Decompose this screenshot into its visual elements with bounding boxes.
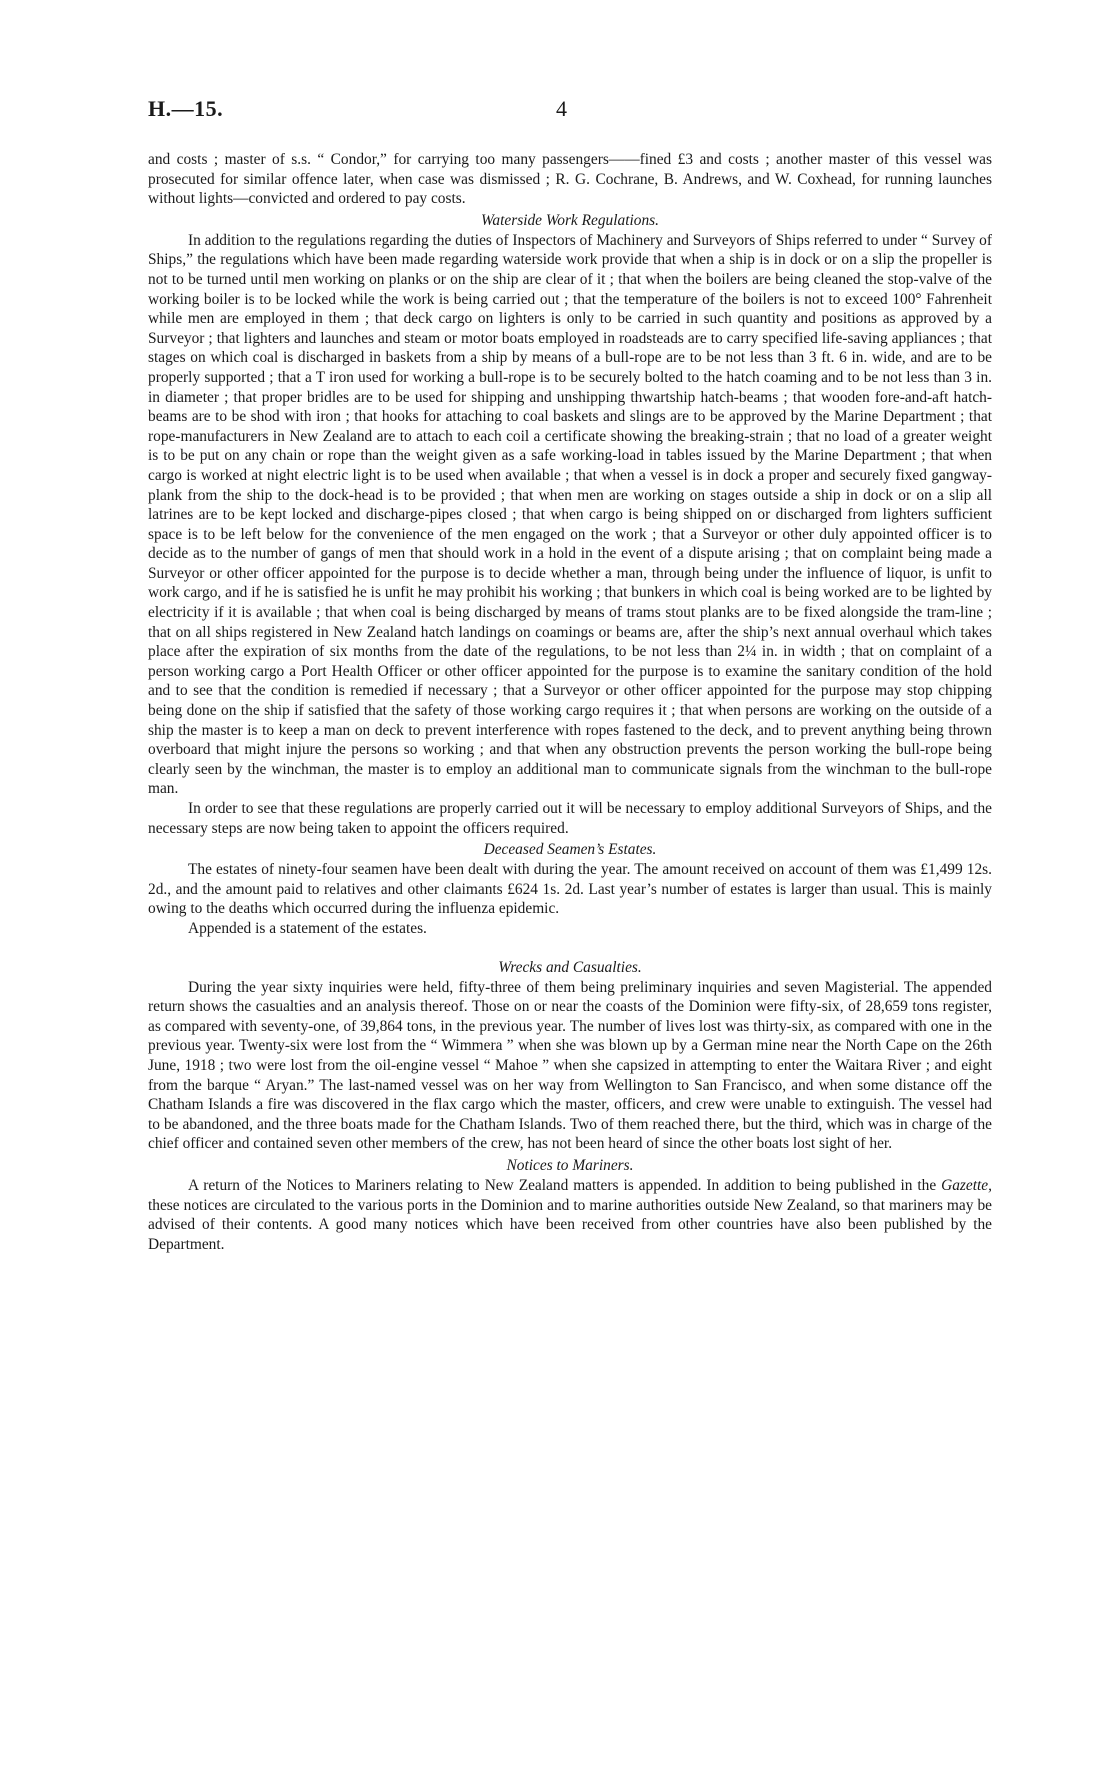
estates-paragraph-2: Appended is a statement of the estates. (188, 919, 427, 937)
waterside-paragraph-1: In addition to the regulations regarding the duties of Inspectors of Machinery and Surveyors of Ships referred to under “ Survey of Ships,” the regulations which have been made regarding waterside work provide that when a ship is in dock or on a slip the propeller is not to be turned until men working on planks or on the ship are clear of it ; that when the boilers are being cleaned the stop-valve of the working boiler is to be locked while the work is being carried out ; that the temperature of the boilers is not to exceed 100° Fahrenheit while men are employed in them ; that deck cargo on lighters is only to be carried in such quantity and positions as approved by a Surveyor ; that lighters and launches and steam or motor boats employed in roadsteads are to carry specified life-saving appliances ; that stages on which coal is discharged in baskets from a ship by means of a bull-rope are to be not less than 3 ft. 6 in. wide, and are to be properly supported ; that a T iron used for working a bull-rope is to be securely bolted to the hatch coaming and to be not less than 3 in. in diameter ; that proper bridles are to be used for shipping and unshipping thwartship hatch-beams ; that wooden fore-and-aft hatch-beams are to be shod with iron ; that hooks for attaching to coal baskets and slings are to be approved by the Marine Department ; that rope-manufacturers in New Zealand are to attach to each coil a certificate showing the breaking-strain ; that no load of a greater weight is to be put on any chain or rope than the weight given as a safe working-load in tables issued by the Marine Department ; that when cargo is worked at night electric light is to be used when available ; that when a vessel is in dock a proper and securely fixed gangway-plank from the ship to the dock-head is to be provided ; that when men are working on stages outside a ship in dock or on a slip all latrines are to be kept locked and discharge-pipes closed ; that when cargo is being shipped on or discharged from lighters sufficient space is to be left below for the convenience of the men engaged on the work ; that a Surveyor or other duly appointed officer is to decide as to the number of gangs of men that should work in a hold in the event of a dispute arising ; that on complaint being made a Surveyor or other officer appointed for the purpose is to decide whether a man, through being under the influence of liquor, is unfit to work cargo, and if he is satisfied he is unfit he may prohibit his working ; that bunkers in which coal is being worked are to be lighted by electricity if it is available ; that when coal is being discharged by means of trams stout planks are to be fixed alongside the tram-line ; that on all ships registered in New Zealand hatch landings on coamings or beams are, after the ship’s next annual overhaul which takes place after the expiration of six months from the date of the regulations, to be not less than 2¼ in. in width ; that on complaint of a person working cargo a Port Health Officer or other officer appointed for the purpose is to examine the sanitary condition of the hold and to see that the condition is remedied if necessary ; that a Surveyor or other officer appointed for the purpose may stop chipping being done on the ship if satisfied that the safety of those working cargo requires it ; that when persons are working on the outside of a ship the master is to keep a man on deck to prevent interference with ropes fastened to the deck, and to prevent anything being thrown overboard that might injure the persons so working ; and that when any obstruction prevents the person working the bull-rope being clearly seen by the winchman, the master is to employ an additional man to communicate signals from the winchman to the bull-rope man. (148, 231, 992, 798)
document-reference: H.—15. (148, 96, 224, 121)
continuation-paragraph: and costs ; master of s.s. “ Condor,” for carrying too many passengers——fined £3 and costs ; another master of this vessel was prosecuted for similar offence later, when case was dismissed ; R. G. Cochrane, B. Andrews, and W. Coxhead, for running launches without lights—convicted and ordered to pay costs. (148, 151, 992, 208)
notices-text-start: A return of the Notices to Mariners relating to New Zealand matters is appended. In addition to being published in the (188, 1176, 942, 1194)
section-heading-estates: Deceased Seamen’s Estates. (483, 841, 657, 859)
wrecks-paragraph-1: During the year sixty inquiries were held, fifty-three of them being preliminary inquiries and seven Magisterial. The appended return shows the casualties and an analysis thereof. Those on or near the coasts of the Dominion were fifty-six, of 28,659 tons register, as compared with seventy-one, of 39,864 tons, in the previous year. The number of lives lost was thirty-six, as compared with one in the previous year. Twenty-six were lost from the “ Wimmera ” when she was blown up by a German mine near the North Cape on the 26th June, 1918 ; two were lost from the oil-engine vessel “ Mahoe ” when she capsized in attempting to enter the Waitara River ; and eight from the barque “ Aryan.” The last-named vessel was on her way from Wellington to San Francisco, and when some distance off the Chatham Islands a fire was discovered in the flax cargo which the master, officers, and crew were unable to extinguish. The vessel had to be abandoned, and the three boats made for the Chatham Islands. Two of them reached there, but the third, which was in charge of the chief officer and contained seven other members of the crew, has not been heard of since the other boats lost sight of her. (148, 978, 992, 1153)
page-number: 4 (556, 96, 567, 121)
gazette-title: Gazette, (941, 1176, 992, 1194)
notices-text-end: these notices are circulated to the various ports in the Dominion and to marine authorities outside New Zealand, so that mariners may be advised of their contents. A good many notices which have been received from other countries have also been published by the Department. (148, 1196, 992, 1253)
notices-paragraph-1 (148, 1176, 992, 1254)
waterside-paragraph-2: In order to see that these regulations are properly carried out it will be necessary to employ additional Surveyors of Ships, and the necessary steps are now being taken to appoint the officers required. (148, 800, 992, 837)
page-body (148, 150, 992, 1254)
section-heading-wrecks: Wrecks and Casualties. (498, 958, 642, 976)
section-heading-notices: Notices to Mariners. (506, 1156, 634, 1174)
estates-paragraph-1: The estates of ninety-four seamen have been dealt with during the year. The amount received on account of them was £1,499 12s. 2d., and the amount paid to relatives and other claimants £624 1s. 2d. Last year’s number of estates is larger than usual. This is mainly owing to the deaths which occurred during the influenza epidemic. (148, 861, 992, 918)
page-header (148, 96, 992, 132)
section-heading-waterside: Waterside Work Regulations. (481, 211, 659, 229)
